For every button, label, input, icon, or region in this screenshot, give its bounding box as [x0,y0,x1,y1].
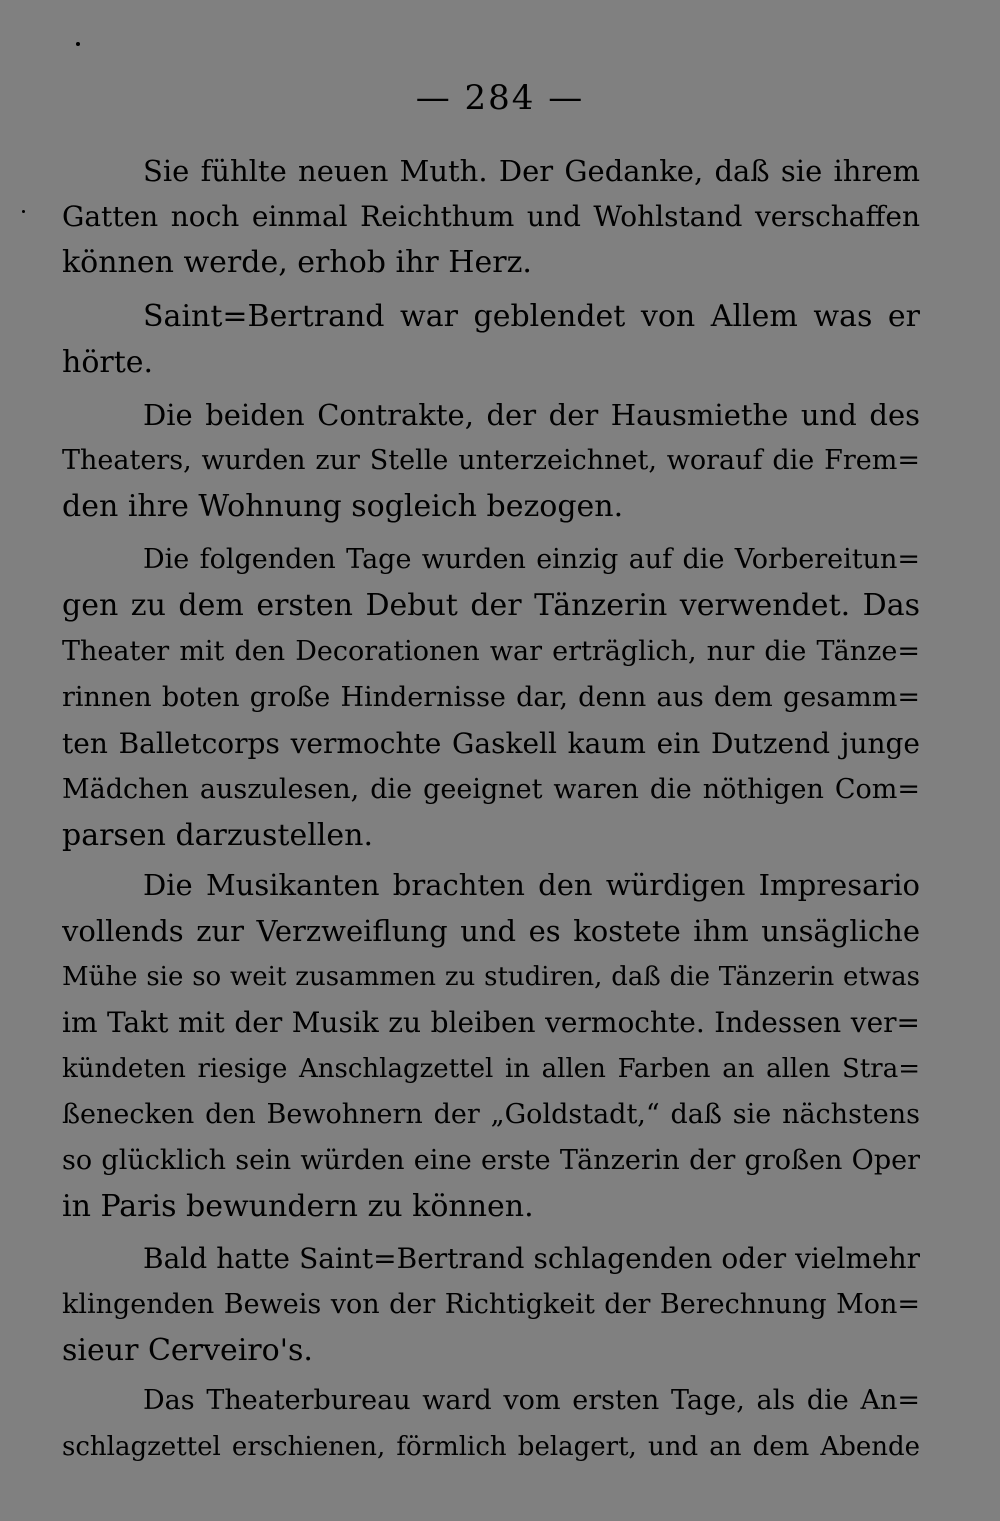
text-line: kündeten riesige Anschlagzettel in allen Farben an allen Stra= [62,1054,920,1084]
text-line: ten Balletcorps vermochte Gaskell kaum ein Dutzend junge [62,727,920,760]
scan-speck [22,210,25,213]
text-line: hörte. [62,345,154,380]
text-line: Saint=Bertrand war geblendet von Allem was er [143,299,920,334]
text-line: Die beiden Contrakte, der der Hausmiethe und des [143,398,920,432]
text-line: so glücklich sein würden eine erste Tänzerin der großen Oper [62,1145,920,1176]
text-line: rinnen boten große Hindernisse dar, denn aus dem gesamm= [62,682,920,713]
page-number: — 284 — [415,78,585,118]
text-line: vollends zur Verzweiflung und es kostete ihm unsägliche [62,914,920,948]
text-line: Die Musikanten brachten den würdigen Impresario [143,868,920,902]
text-line: klingenden Beweis von der Richtigkeit der Berechnung Mon= [62,1289,920,1320]
text-line: Mädchen auszulesen, die geeignet waren die nöthigen Com= [62,774,920,805]
text-line: Sie fühlte neuen Muth. Der Gedanke, daß sie ihrem [143,154,920,188]
text-line: den ihre Wohnung sogleich bezogen. [62,489,624,524]
text-line: im Takt mit der Musik zu bleiben vermochte. Indessen ver= [62,1006,920,1039]
text-line: schlagzettel erschienen, förmlich belagert, und an dem Abende [62,1432,920,1462]
text-line: Bald hatte Saint=Bertrand schlagenden oder vielmehr [143,1242,920,1275]
text-line: gen zu dem ersten Debut der Tänzerin verwendet. Das [62,588,920,623]
scan-speck [76,42,80,46]
text-line: Das Theaterbureau ward vom ersten Tage, als die An= [143,1385,920,1416]
text-line: können werde, erhob ihr Herz. [62,245,532,280]
text-line: Die folgenden Tage wurden einzig auf die Vorbereitun= [143,544,920,575]
text-line: sieur Cerveiro's. [62,1333,313,1368]
text-line: Theaters, wurden zur Stelle unterzeichnet, worauf die Frem= [62,445,920,476]
text-line: Mühe sie so weit zusammen zu studiren, daß die Tänzerin etwas [62,962,920,992]
text-line: ßenecken den Bewohnern der „Goldstadt,“ daß sie nächstens [62,1099,920,1130]
text-line: Gatten noch einmal Reichthum und Wohlstand verschaffen [62,200,920,233]
text-line: parsen darzustellen. [62,818,374,853]
text-line: in Paris bewundern zu können. [62,1189,534,1224]
text-line: Theater mit den Decorationen war erträglich, nur die Tänze= [62,636,920,667]
